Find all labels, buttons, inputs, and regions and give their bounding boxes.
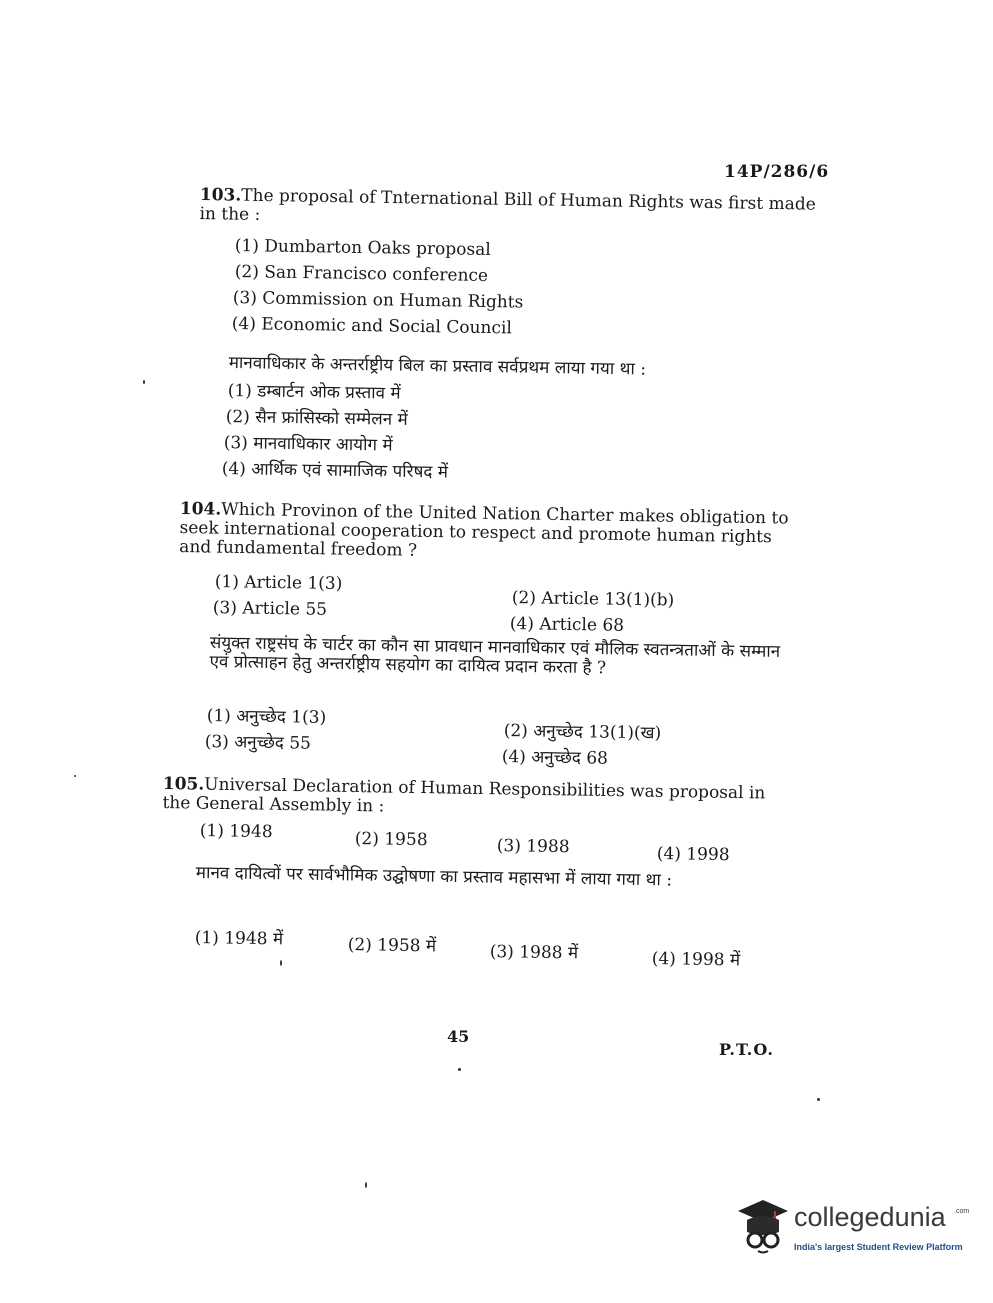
- scan-speck: [143, 380, 145, 384]
- scan-speck: [458, 1068, 461, 1071]
- question-text-en: Which Provinon of the United Nation Charter makes obligation to seek international cooperation to respect and promote human rights and fundamental freedom ?: [179, 499, 789, 561]
- option-en: (4) Economic and Social Council: [231, 314, 513, 339]
- question-text-en: Universal Declaration of Human Responsibilities was proposal in the General Assembly in :: [162, 774, 766, 817]
- pto-label: P.T.O.: [719, 1040, 774, 1059]
- brand-suffix: .com: [954, 1208, 970, 1215]
- option-hi: (3) मानवाधिकार आयोग में: [223, 432, 393, 456]
- scan-speck: [365, 1182, 367, 1188]
- page-number: 45: [447, 1027, 470, 1046]
- collegedunia-watermark: [734, 1198, 970, 1258]
- graduate-mascot-icon: [734, 1198, 792, 1256]
- question-text-hi: संयुक्त राष्ट्रसंघ के चार्टर का कौन सा प्रावधान मानवाधिकार एवं मौलिक स्वतन्त्रताओं के सम्मान एवं प्रोत्साहन हेतु अन्तर्राष्ट्रीय सहयोग का दायित्व प्रदान करता है ?: [209, 633, 781, 679]
- option-en: (4) Article 68: [509, 614, 625, 636]
- option-hi: (3) 1988 में: [489, 941, 579, 964]
- question-text-en: The proposal of Tnternational Bill of Human Rights was first made in the :: [199, 185, 816, 225]
- option-hi: (1) अनुच्छेद 1(3): [206, 705, 327, 728]
- option-en: (2) Article 13(1)(b): [511, 588, 675, 611]
- option-en: (2) 1958: [354, 829, 428, 851]
- question-number: 103.: [199, 185, 242, 206]
- option-en: (3) 1988: [496, 836, 570, 858]
- question-number: 104.: [179, 499, 222, 520]
- scan-speck: [74, 775, 76, 777]
- option-en: (2) San Francisco conference: [234, 262, 489, 286]
- option-en: (3) Article 55: [212, 598, 328, 620]
- option-en: (3) Commission on Human Rights: [232, 288, 524, 313]
- question-text-hi: मानव दायित्वों पर सार्वभौमिक उद्घोषणा का प्रस्ताव महासभा में लाया गया था :: [195, 863, 673, 891]
- option-hi: (3) अनुच्छेद 55: [204, 731, 312, 754]
- question-text-hi: मानवाधिकार के अन्तर्राष्ट्रीय बिल का प्रस्ताव सर्वप्रथम लाया गया था :: [228, 352, 647, 380]
- question-number: 105.: [162, 774, 205, 795]
- question-104: [179, 500, 806, 567]
- option-hi: (4) अनुच्छेद 68: [501, 746, 609, 769]
- brand-tagline: India's largest Student Review Platform: [794, 1242, 963, 1252]
- option-en: (1) Dumbarton Oaks proposal: [234, 236, 491, 261]
- question-103: [199, 186, 828, 234]
- option-hi: (1) 1948 में: [194, 927, 284, 950]
- scan-speck: [280, 960, 282, 966]
- option-hi: (2) सैन फ्रांसिस्को सम्मेलन में: [225, 406, 408, 430]
- option-en: (4) 1998: [656, 844, 730, 866]
- option-en: (1) 1948: [199, 821, 273, 843]
- option-hi: (4) 1998 में: [651, 948, 741, 971]
- option-hi: (2) अनुच्छेद 13(1)(ख): [503, 720, 662, 744]
- option-en: (1) Article 1(3): [214, 572, 343, 594]
- paper-code: 14P/286/6: [724, 162, 830, 182]
- option-hi: (4) आर्थिक एवं सामाजिक परिषद में: [221, 458, 449, 483]
- question-105: [162, 775, 793, 823]
- option-hi: (1) डम्बार्टन ओक प्रस्ताव में: [227, 380, 401, 404]
- option-hi: (2) 1958 में: [347, 934, 437, 957]
- scan-speck: [817, 1098, 820, 1101]
- brand-name: collegedunia: [794, 1202, 946, 1232]
